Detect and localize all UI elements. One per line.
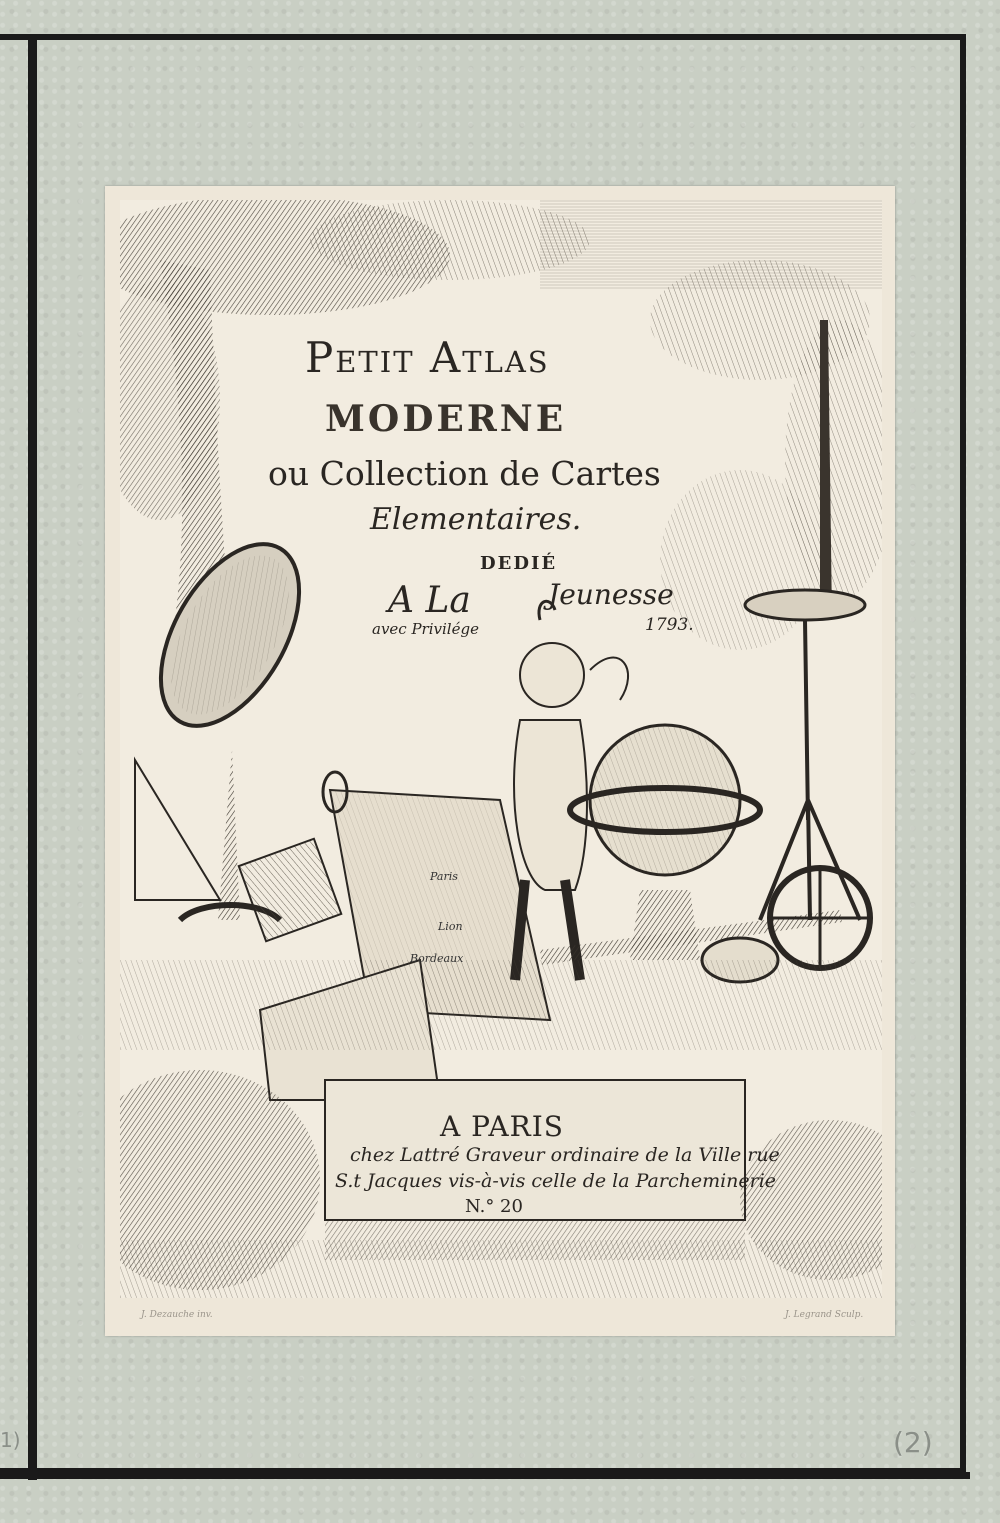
title-line-collection: ou Collection de Cartes (268, 454, 661, 493)
title-line-dedie: DEDIÉ (480, 553, 558, 574)
polyhedral-dial (239, 839, 342, 942)
year-text: 1793. (645, 615, 694, 635)
sundial (135, 760, 220, 900)
left-margin-mark: 1) (0, 1428, 21, 1452)
signature-right: J. Legrand Sculp. (785, 1310, 864, 1320)
title-line-jeunesse: Jeunesse (548, 578, 674, 611)
map-label-paris: Paris (430, 870, 458, 883)
ground (120, 960, 882, 1050)
title-line-a-la: A La (388, 580, 471, 621)
imprint-number: N.° 20 (465, 1196, 523, 1217)
title-line-elementaires: Elementaires. (370, 502, 582, 537)
mount-bottom-rule (0, 1472, 970, 1479)
privilege-text: avec Privilége (372, 620, 479, 638)
imprint-publisher: chez Lattré Graveur ordinaire de la Ville rue (350, 1144, 780, 1166)
map-label-bordeaux: Bordeaux (410, 952, 464, 965)
page-number-mark: (2) (893, 1426, 933, 1459)
print-sheet (105, 186, 895, 1336)
title-line-moderne: MODERNE (325, 398, 567, 440)
right-tree (650, 260, 882, 650)
map-label-lion: Lion (438, 920, 463, 933)
title-line-petit-atlas: Petit Atlas (305, 333, 550, 382)
engraved-plate (120, 200, 882, 1298)
signature-left: J. Dezauche inv. (141, 1310, 213, 1320)
imprint-city: A PARIS (440, 1110, 564, 1143)
mount-inner-rule (28, 40, 37, 1480)
imprint-address: S.t Jacques vis-à-vis celle de la Parcheminerie (335, 1170, 777, 1192)
